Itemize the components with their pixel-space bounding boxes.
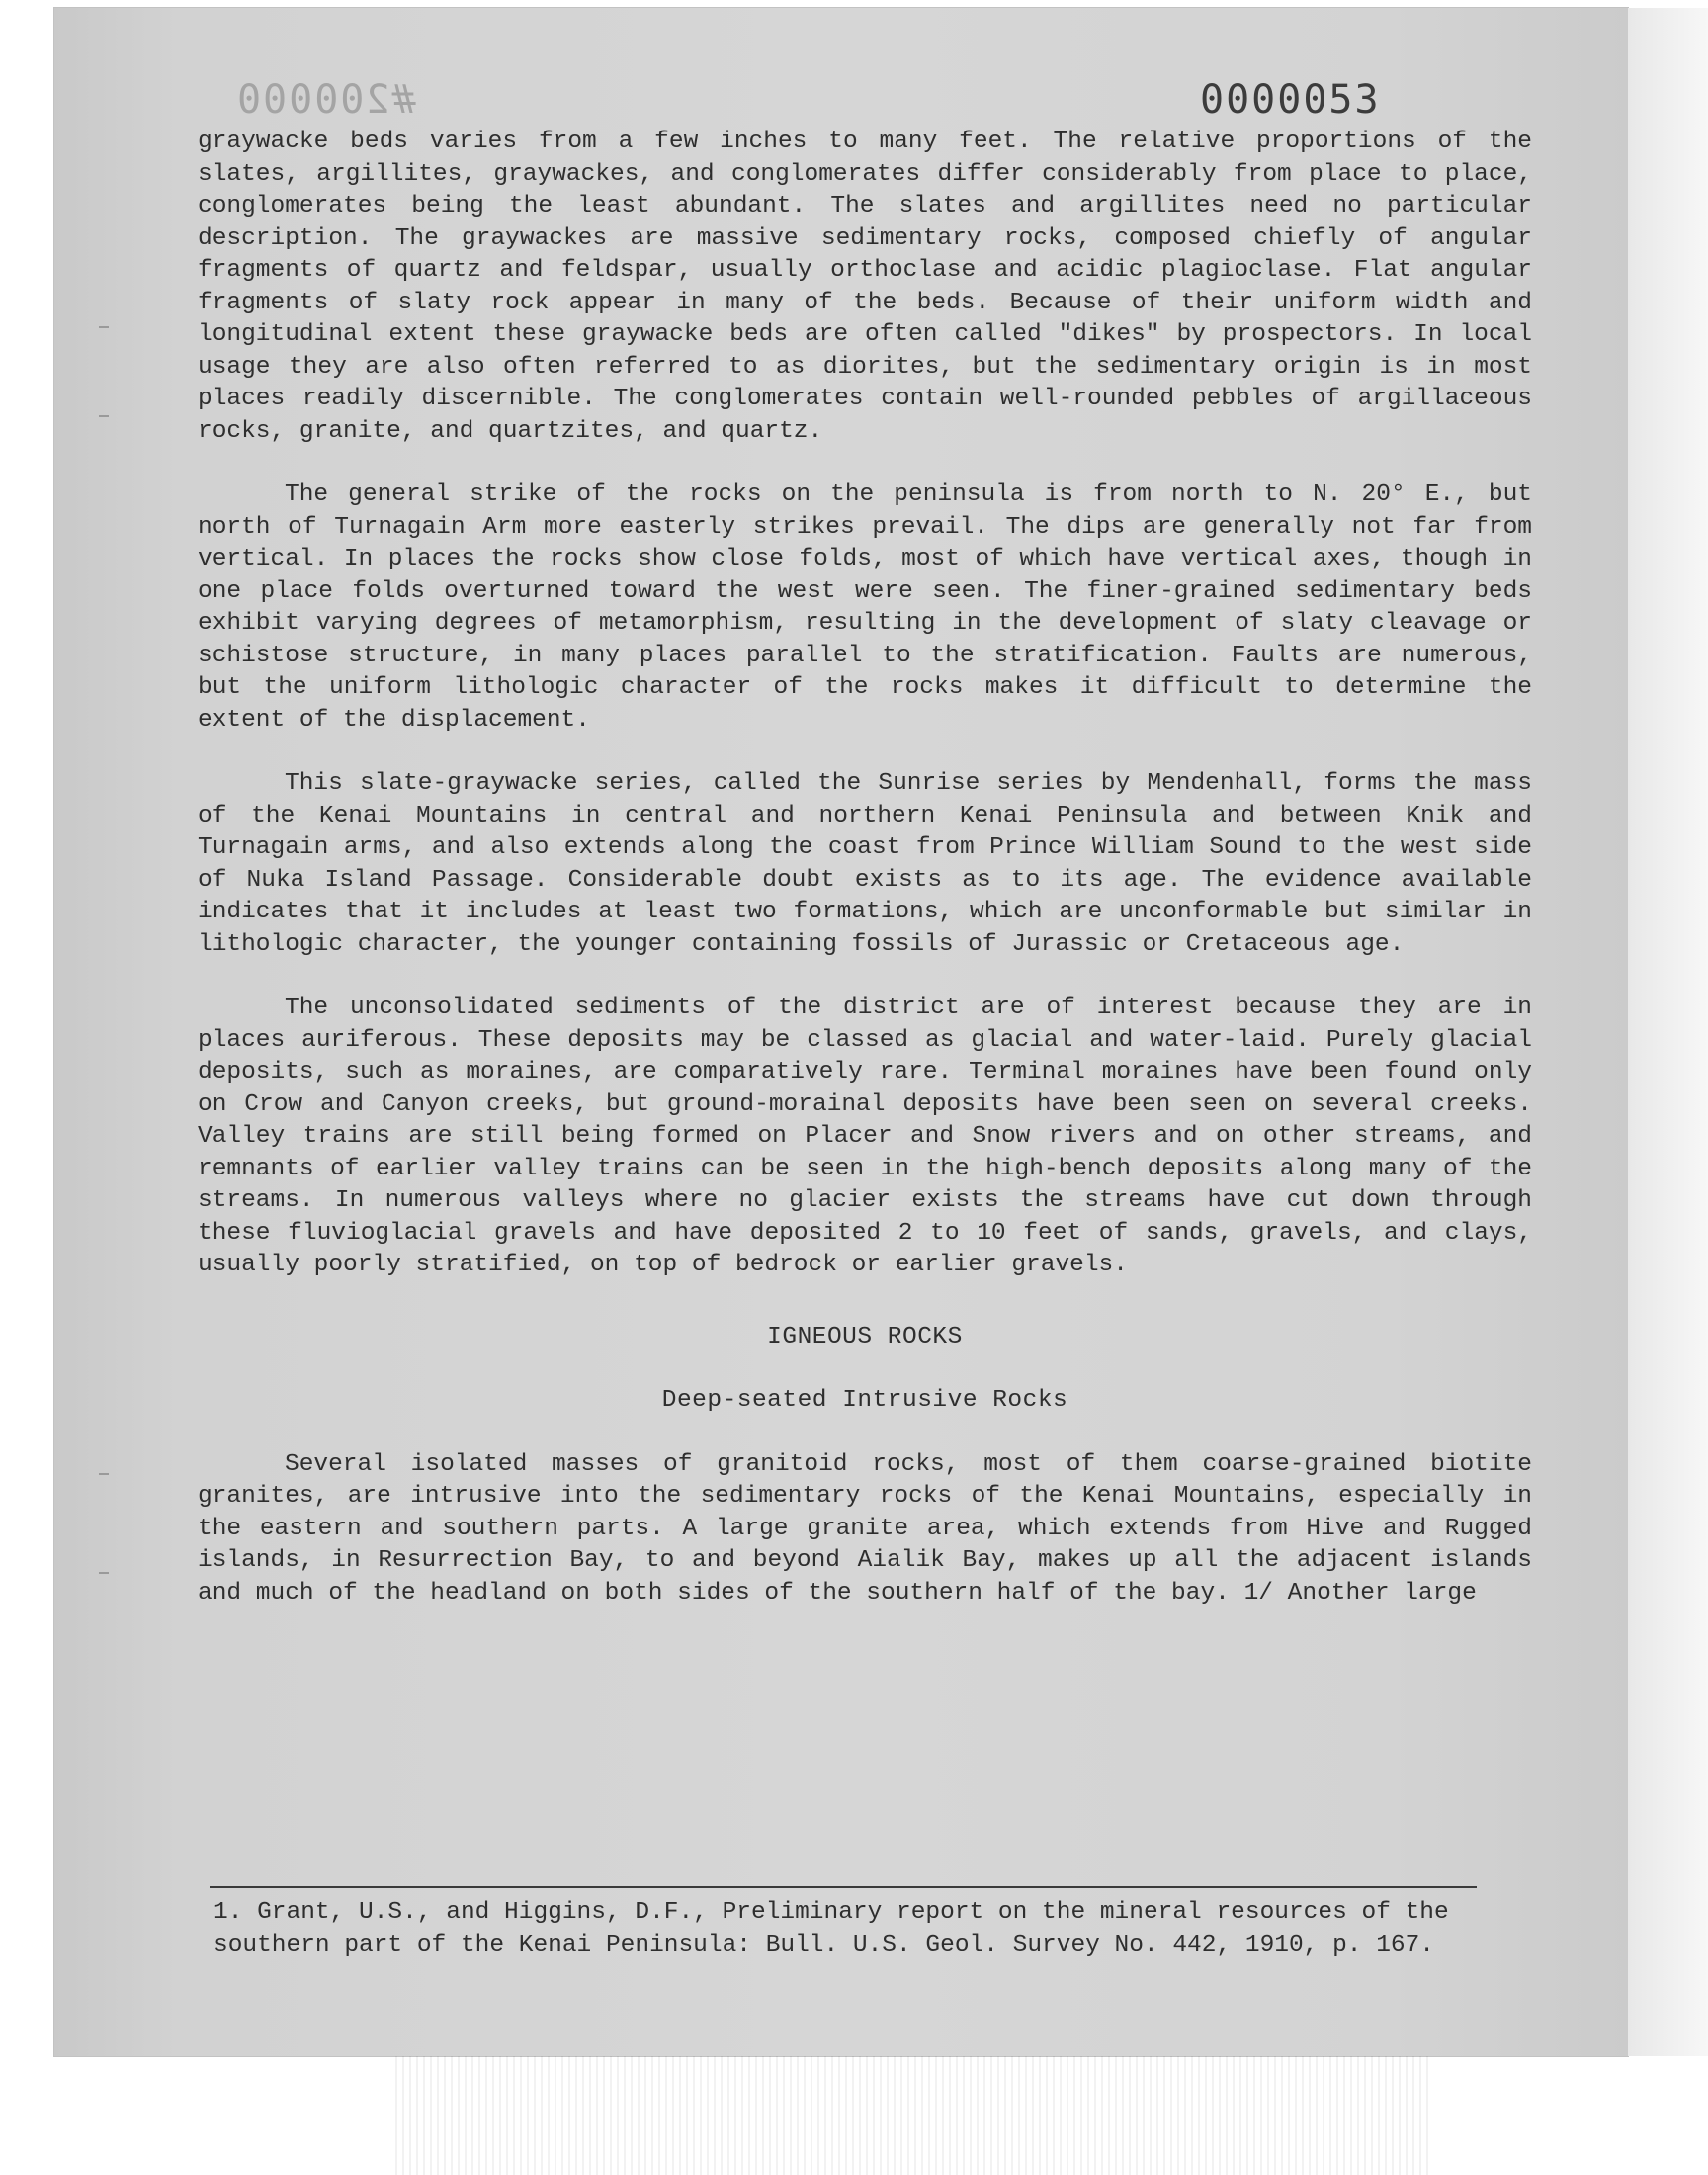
stamp-number: #200000 [235,77,416,123]
paragraph-strike: The general strike of the rocks on the peninsula is from north to N. 20° E., but north of Turnagain Arm more easterly strikes prevail. The dips are generally not far from vertical. In places the rocks show close folds, most of which have vertical axes, though in one place folds overturned toward the west were seen. The finer-grained sedimentary beds exhibit varying degrees of metamorphism, resulting in the development of slaty cleavage or schistose structure, in many places parallel to the stratification. Faults are numerous, but the uniform lithologic character of the rocks makes it difficult to determine the extent of the displacement. [198,481,1532,734]
footnote-divider [210,1886,1477,1888]
paragraph-graywacke: graywacke beds varies from a few inches to many feet. The relative proportions of the slates, argillites, graywackes, and conglomerates differ considerably from place to place, conglomerates being the least abundant. The slates and argillites need no particular description. The graywackes are massive sedimentary rocks, composed chiefly of angular fragments of quartz and feldspar, usually orthoclase and acidic plagioclase. Flat angular fragments of slaty rock appear in many of the beds. Because of their uniform width and longitudinal extent these graywacke beds are often called "dikes" by prospectors. In local usage they are also often referred to as diorites, but the sedimentary origin is in most places readily discernible. The conglomerates contain well-rounded pebbles of argillaceous rocks, granite, and quartzites, and quartz. [198,129,1532,445]
margin-mark [99,1572,109,1574]
page-number: 0000053 [1200,77,1381,123]
section-heading: IGNEOUS ROCKS [767,1323,963,1350]
footnote: 1. Grant, U.S., and Higgins, D.F., Preliminary report on the mineral resources of the southern part of the Kenai Peninsula: Bull. U.S. Geol. Survey No. 442, 1910, p. 167. [214,1899,1449,1958]
document-body [198,127,1532,1641]
margin-mark [99,1473,109,1475]
subsection-heading: Deep-seated Intrusive Rocks [661,1387,1068,1414]
scan-margin-strip [1628,8,1708,2056]
paragraph-granitoid: Several isolated masses of granitoid rocks, most of them coarse-grained biotite granites, are intrusive into the sedimentary rocks of the Kenai Mountains, especially in the eastern and southern parts. A large granite area, which extends from Hive and Rugged islands, in Resurrection Bay, to and beyond Aialik Bay, makes up all the adjacent islands and much of the headland on both sides of the southern half of the bay. 1/ Another large [198,1450,1532,1607]
margin-mark [99,326,109,328]
scan-artifact-bars [395,2056,1433,2175]
margin-mark [99,415,109,417]
paragraph-series: This slate-graywacke series, called the Sunrise series by Mendenhall, forms the mass of the Kenai Mountains in central and northern Kenai Peninsula and between Knik and Turnagain arms, and also extends along the coast from Prince William Sound to the west side of Nuka Island Passage. Considerable doubt exists as to its age. The evidence available indicates that it includes at least two formations, which are unconformable but similar in lithologic character, the younger containing fossils of Jurassic or Cretaceous age. [198,770,1532,958]
paragraph-sediments: The unconsolidated sediments of the district are of interest because they are in places auriferous. These deposits may be classed as glacial and water-laid. Purely glacial deposits, such as moraines, are comparatively rare. Terminal moraines have been found only on Crow and Canyon creeks, but ground-morainal deposits have been seen on several creeks. Valley trains are still being formed on Placer and Snow rivers and on other streams, and remnants of earlier valley trains can be seen in the high-bench deposits along many of the streams. In numerous valleys where no glacier exists the streams have cut down through these fluvioglacial gravels and have deposited 2 to 10 feet of sands, gravels, and clays, usually poorly stratified, on top of bedrock or earlier gravels. [198,995,1532,1278]
